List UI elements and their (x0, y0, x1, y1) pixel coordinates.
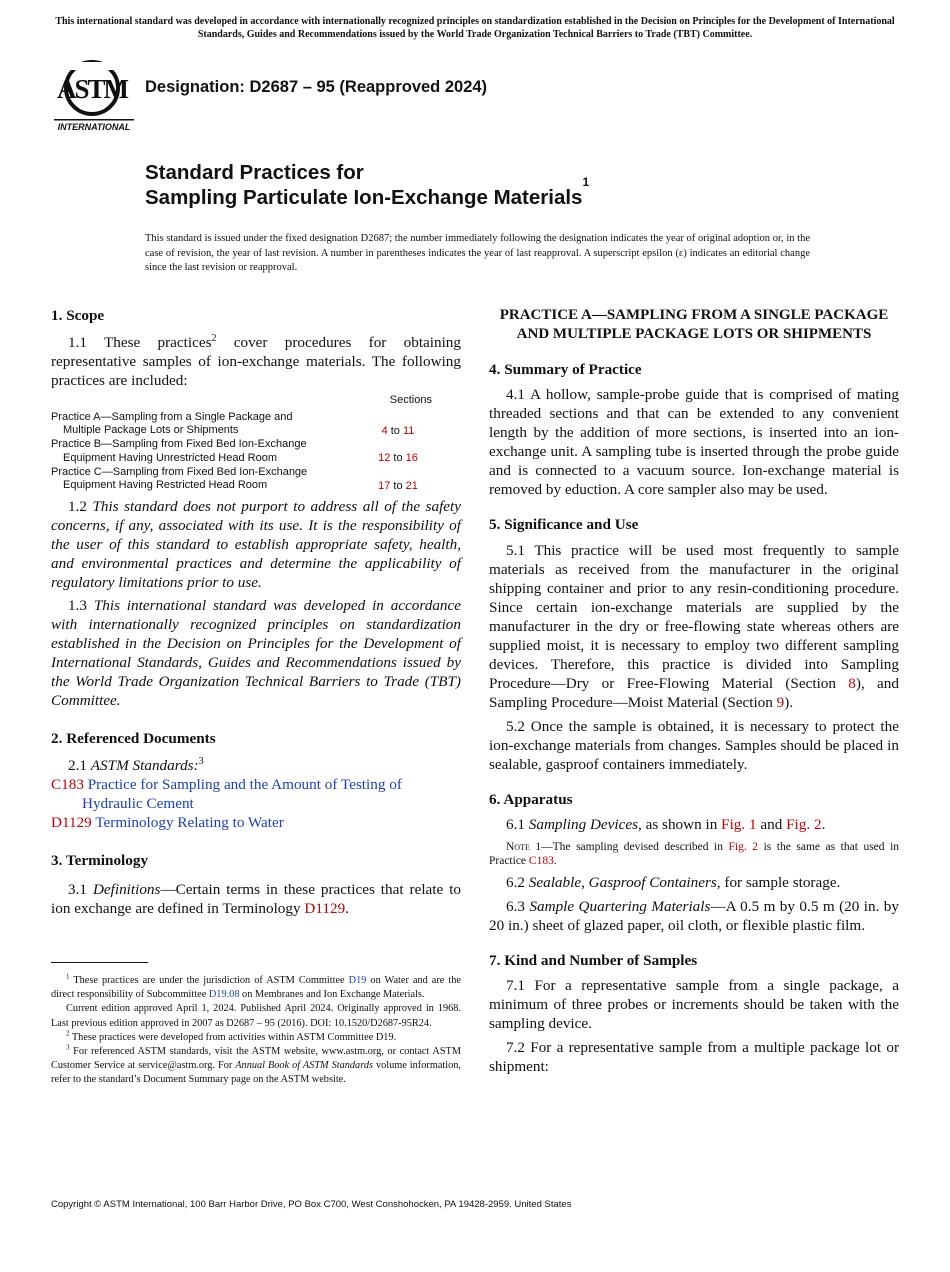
term-ref-d1129[interactable]: D1129 (304, 899, 346, 917)
app-p3-num: 6.3 (506, 898, 525, 915)
reference-title-c183[interactable]: Practice for Sampling and the Amount of Testing of Hydraulic Cement (82, 775, 402, 812)
footnotes (51, 974, 461, 1088)
scope-p1-text-b: cover procedures for obtaining representative samples of ion-exchange materials. The following practices are included: (51, 334, 461, 389)
practice-c-sections (368, 480, 428, 494)
section-link-17[interactable]: 17 (378, 479, 391, 492)
note-label: Note (506, 841, 530, 853)
app-p2-text: for sample storage. (720, 874, 841, 891)
footnote-2 (51, 1031, 461, 1045)
practice-b-line2: Equipment Having Unrestricted Head Room (63, 451, 277, 464)
scope-p2-num: 1.2 (68, 497, 87, 515)
scope-paragraph-1-1 (51, 333, 461, 390)
copyright: Copyright © ASTM International, 100 Barr Harbor Drive, PO Box C700, West Conshohocken, PA 19428-2959. United States (51, 1199, 572, 1210)
subcommittee-link-d19-08[interactable]: D19.08 (208, 989, 240, 1001)
note-figure-link-2[interactable]: Fig. 2 (728, 841, 759, 853)
practice-b-line1: Practice B—Sampling from Fixed Bed Ion-Exchange (51, 438, 307, 451)
section-heading-terminology: 3. Terminology (51, 851, 149, 869)
section-link-4[interactable]: 4 (381, 424, 388, 437)
figure-link-2[interactable]: Fig. 2 (786, 816, 822, 833)
section-heading-significance: 5. Significance and Use (489, 516, 639, 533)
term-p1-end: . (345, 899, 349, 917)
referenced-paragraph-2-1 (51, 756, 461, 775)
app-p2-label: Sealable, Gasproof Containers, (528, 874, 721, 891)
logo-mark-text: ASTM (56, 74, 128, 104)
summary-paragraph-4-1: 4.1 A hollow, sample-probe guide that is comprised of mating threaded sections and that can be extended to any convenient length by the addition of more sections, is inserted into an ion-exchange unit. A sampling tube is inserted through the probe guide and is connected to a vacuum source. Ion-exchange material is removed by eduction. A core sampler also may be used. (489, 386, 899, 498)
scope-paragraph-1-3 (51, 596, 461, 710)
footnote-1 (51, 974, 461, 1002)
footnote-3-text-a: For referenced ASTM standards, visit the ASTM website, www.astm.org, or contact ASTM Customer Service at service@astm.org. For (51, 1046, 461, 1072)
footnote-3 (51, 1045, 461, 1088)
section-heading-referenced: 2. Referenced Documents (51, 729, 216, 747)
scope-p3-text: This international standard was developed in accordance with internationally recognized principles on standardization established in the Decision on Principles for the Development of International Standards, Guides and Recommendations issued by the World Trade Organization Technical Barriers to Trade (TBT) Committee. (51, 596, 461, 709)
note-ref-c183[interactable]: C183 (528, 855, 554, 867)
scope-paragraph-1-2 (51, 497, 461, 592)
note-1 (489, 840, 899, 868)
practice-c-line1: Practice C—Sampling from Fixed Bed Ion-Exchange (51, 465, 308, 478)
committee-link-d19[interactable]: D19 (348, 975, 367, 986)
title-line-1: Standard Practices for (145, 161, 364, 184)
app-p3-label: Sample Quartering Materials (529, 898, 711, 915)
significance-paragraph-5-2: 5.2 Once the sample is obtained, it is necessary to protect the ion-exchange materials from changes. Samples should be placed in sealable, gasproof containers immediately. (489, 718, 899, 773)
practice-b-sections (368, 452, 428, 466)
right-column (489, 306, 899, 1076)
reference-code-c183[interactable]: C183 (51, 775, 84, 793)
note-text-b: is the same as that used in Practice (489, 841, 900, 867)
section-heading-summary: 4. Summary of Practice (489, 361, 642, 378)
apparatus-paragraph-6-1 (489, 815, 899, 834)
section-heading-scope: 1. Scope (51, 307, 105, 324)
footnote-ref-3[interactable]: 3 (198, 755, 204, 767)
practice-c-line2: Equipment Having Restricted Head Room (63, 479, 268, 492)
reference-item-c183[interactable] (51, 775, 461, 813)
sig-p1-text-c: ). (784, 694, 794, 711)
footnote-1-text-b: on Water and are the direct responsibility of Subcommittee (51, 975, 461, 1001)
footnote-1-marker: 1 (66, 972, 70, 981)
scope-p3-num: 1.3 (68, 596, 87, 614)
reference-code-d1129[interactable]: D1129 (51, 813, 92, 831)
astm-logo-mark (52, 58, 136, 132)
title-line-2: Sampling Particulate Ion-Exchange Materials (145, 186, 583, 209)
app-p3-text: —A 0.5 m by 0.5 m (20 in. by 20 in.) sheet of glazed paper, oil cloth, or flexible plastic film. (489, 898, 899, 934)
section-link-11[interactable]: 11 (403, 424, 415, 437)
footnote-2-marker: 2 (66, 1029, 70, 1038)
footnote-1-text-a: These practices are under the jurisdiction of ASTM Committee (69, 975, 349, 986)
sig-p1-text-a: 5.1 This practice will be used most frequently to sample materials as received from the manufacturer in the original shipping container and prior to any resin-conditioning procedure. Since certain ion-exchange materials are supplied by the manufacturer in the dry or free-flowing state whereas others are supplied moist, it is necessary to employ two different sampling devices. Therefore, this practice is divided into Sampling Procedure—Dry or Free-Flowing Material (Section (489, 542, 899, 692)
footnote-3-text-b: volume information, refer to the standard’s Document Summary page on the ASTM website. (51, 1060, 461, 1086)
section-link-9[interactable]: 9 (776, 694, 785, 711)
sig-p1-text-b: ), and Sampling Procedure—Moist Material (Section (489, 675, 899, 711)
footnote-1-text-c: on Membranes and Ion Exchange Materials. (239, 989, 425, 1001)
reference-title-d1129[interactable]: Terminology Relating to Water (95, 813, 284, 831)
note-text-c: . (553, 855, 557, 867)
practice-row-b (51, 438, 461, 465)
practice-a-heading: PRACTICE A—SAMPLING FROM A SINGLE PACKAGE AND MULTIPLE PACKAGE LOTS OR SHIPMENTS (499, 307, 889, 342)
practices-list (51, 394, 461, 493)
terminology-paragraph-3-1 (51, 880, 461, 918)
section-link-16[interactable]: 16 (405, 452, 418, 465)
app-p1-and: and (756, 816, 787, 833)
footnote-divider (51, 962, 148, 963)
practice-a-to: to (390, 424, 400, 437)
section-link-12[interactable]: 12 (378, 452, 391, 465)
section-link-21[interactable]: 21 (405, 479, 418, 492)
app-p1-text: as shown in (641, 816, 722, 833)
footnote-3-marker: 3 (66, 1043, 70, 1052)
sections-header: Sections (389, 394, 432, 406)
section-heading-apparatus: 6. Apparatus (489, 791, 573, 808)
logo-sub-text: INTERNATIONAL (57, 122, 131, 132)
apparatus-paragraph-6-2 (489, 873, 899, 892)
app-p1-end: . (821, 816, 826, 833)
practice-c-to: to (393, 479, 403, 492)
practice-row-c (51, 466, 461, 493)
section-heading-kind: 7. Kind and Number of Samples (489, 952, 698, 969)
practice-row-a (51, 411, 461, 438)
kind-paragraph-7-1: 7.1 For a representative sample from a single package, a minimum of three probes or increments should be taken with the sampling device. (489, 977, 899, 1032)
astm-logo (52, 58, 136, 132)
scope-p2-text: This standard does not purport to address all of the safety concerns, if any, associated with its use. It is the responsibility of the user of this standard to establish appropriate safety, health, and environmental practices and determine the applicability of regulatory limitations prior to use. (51, 497, 462, 591)
significance-paragraph-5-1 (489, 541, 899, 712)
kind-paragraph-7-2: 7.2 For a representative sample from a multiple package lot or shipment: (489, 1039, 899, 1075)
footnote-2-text: These practices were developed from activities within ASTM Committee D19. (69, 1031, 397, 1043)
practice-b-to: to (393, 452, 403, 465)
practice-a-line1: Practice A—Sampling from a Single Package and (51, 410, 293, 423)
figure-link-1[interactable]: Fig. 1 (721, 816, 757, 833)
term-p1-text: —Certain terms in these practices that relate to ion exchange are defined in Terminology (51, 880, 462, 917)
app-p1-label: Sampling Devices, (528, 816, 642, 833)
term-p1-label: Definitions (92, 880, 161, 898)
note-text-a: 1—The sampling devised described in (529, 841, 729, 853)
ref-p1-num: 2.1 (68, 756, 87, 774)
apparatus-paragraph-6-3 (489, 897, 899, 935)
term-p1-num: 3.1 (68, 880, 87, 898)
designation: Designation: D2687 – 95 (Reapproved 2024) (145, 78, 488, 96)
issued-note: This standard is issued under the fixed designation D2687; the number immediately following the designation indicates the year of original adoption or, in the case of revision, the year of last revision. A number in parentheses indicates the year of last reapproval. A superscript epsilon (ε) indicates an editorial change since the last revision or reapproval. (145, 233, 810, 273)
document-title (145, 160, 589, 210)
section-link-8[interactable]: 8 (848, 675, 856, 692)
ref-p1-label: ASTM Standards: (90, 756, 199, 774)
top-notice: This international standard was developed in accordance with internationally recognized principles on standardization established in the Decision on Principles for the Development of International Standards, Guides and Recommendations issued by the World Trade Organization Technical Barriers to Trade (TBT) Committee. (55, 16, 895, 40)
footnote-1-edition: Current edition approved April 1, 2024. Published April 2024. Originally approved in 1968. Last previous edition approved in 2007 as D2687 – 95 (2016). DOI: 10.1520/D2687-95R24. (51, 1003, 461, 1029)
footnote-3-italic: Annual Book of ASTM Standards (235, 1060, 373, 1072)
app-p2-num: 6.2 (506, 874, 525, 891)
footnote-ref-2[interactable]: 2 (211, 332, 217, 344)
practice-a-line2: Multiple Package Lots or Shipments (63, 424, 239, 437)
title-footnote-ref[interactable]: 1 (582, 175, 590, 189)
scope-p1-text-a: 1.1 These practices (68, 334, 212, 351)
practice-a-sections (368, 425, 428, 439)
app-p1-num: 6.1 (506, 816, 525, 833)
reference-item-d1129[interactable] (51, 813, 461, 832)
left-column (51, 306, 461, 918)
